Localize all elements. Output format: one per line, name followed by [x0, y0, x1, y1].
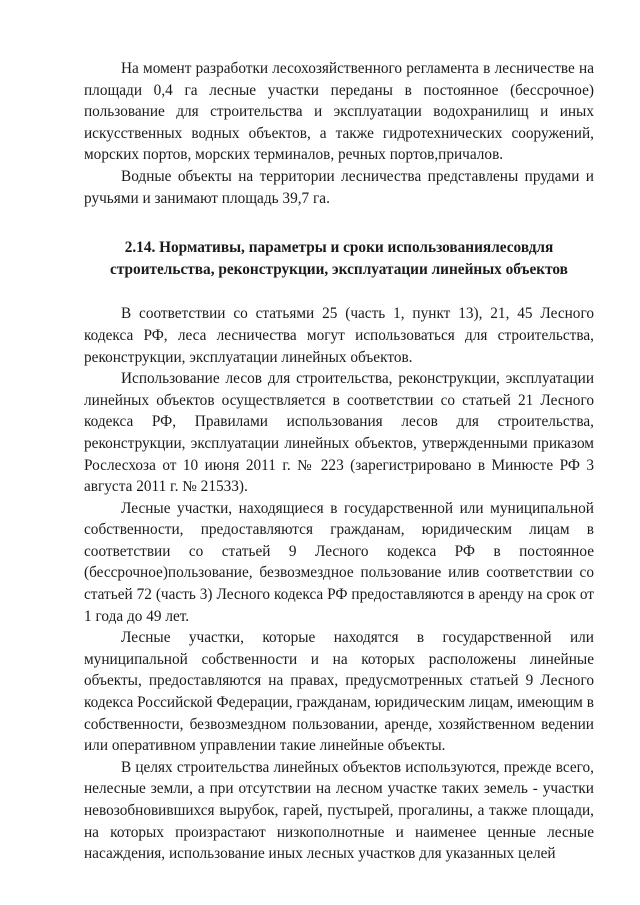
- section-heading-line-1: 2.14. Нормативы, параметры и сроки использованиялесовдля: [124, 239, 554, 257]
- document-page: [84, 58, 594, 865]
- paragraph-legal-basis: В соответствии со статьями 25 (часть 1, пункт 13), 21, 45 Лесного кодекса РФ, леса лесничества могут использоваться для строительства, реконструкции, эксплуатации линейных объектов.: [84, 305, 594, 366]
- paragraph-usage-rules: Использование лесов для строительства, реконструкции, эксплуатации линейных объектов осуществляется в соответствии со статьей 21 Лесного кодекса РФ, Правилами использования лесов для строительства, реконструкции, эксплуатации линейных объектов, утвержденными приказом Рослесхоза от 10 июня 2011 г. № 223 (зарегистрировано в Минюсте РФ 3 августа 2011 г. № 21533).: [84, 370, 594, 496]
- paragraph-forest-leased-plots: На момент разработки лесохозяйственного регламента в лесничестве на площади 0,4 га лесные участки переданы в постоянное (бессрочное) пользование для строительства и эксплуатации водохранилищ и иных искусственных водных объектов, а также гидротехнических сооружений, морских портов, морских терминалов, речных портов,причалов.: [84, 60, 594, 164]
- paragraph-water-objects: Водные объекты на территории лесничества представлены прудами и ручьями и занимают площадь 39,7 га.: [84, 167, 594, 207]
- section-heading-line-2: строительства, реконструкции, эксплуатации линейных объектов: [110, 260, 568, 278]
- section-heading: [84, 237, 594, 280]
- paragraph-plot-provision: Лесные участки, находящиеся в государственной или муниципальной собственности, предоставляются гражданам, юридическим лицам в соответствии со статьей 9 Лесного кодекса РФ в постоянное (бессрочное)пользование, безвозмездное пользование илив соответствии со статьей 72 (часть 3) Лесного кодекса РФ предоставляются в аренду на срок от 1 года до 49 лет.: [84, 499, 594, 625]
- paragraph-land-priority: В целях строительства линейных объектов используются, прежде всего, нелесные земли, а при отсутствии на лесном участке таких земель - участки невозобновившихся вырубок, гарей, пустырей, прогалины, а также площади, на которых произрастают низкополнотные и наименее ценные лесные насаждения, использование иных лесных участков для указанных целей: [84, 758, 594, 863]
- paragraph-linear-objects-rights: Лесные участки, которые находятся в государственной или муниципальной собственности и на которых расположены линейные объекты, предоставляются на правах, предусмотренных статьей 9 Лесного кодекса Российской Федерации, гражданам, юридическим лицам, имеющим в собственности, безвозмездном пользовании, аренде, хозяйственном ведении или оперативном управлении такие линейные объекты.: [84, 629, 594, 755]
